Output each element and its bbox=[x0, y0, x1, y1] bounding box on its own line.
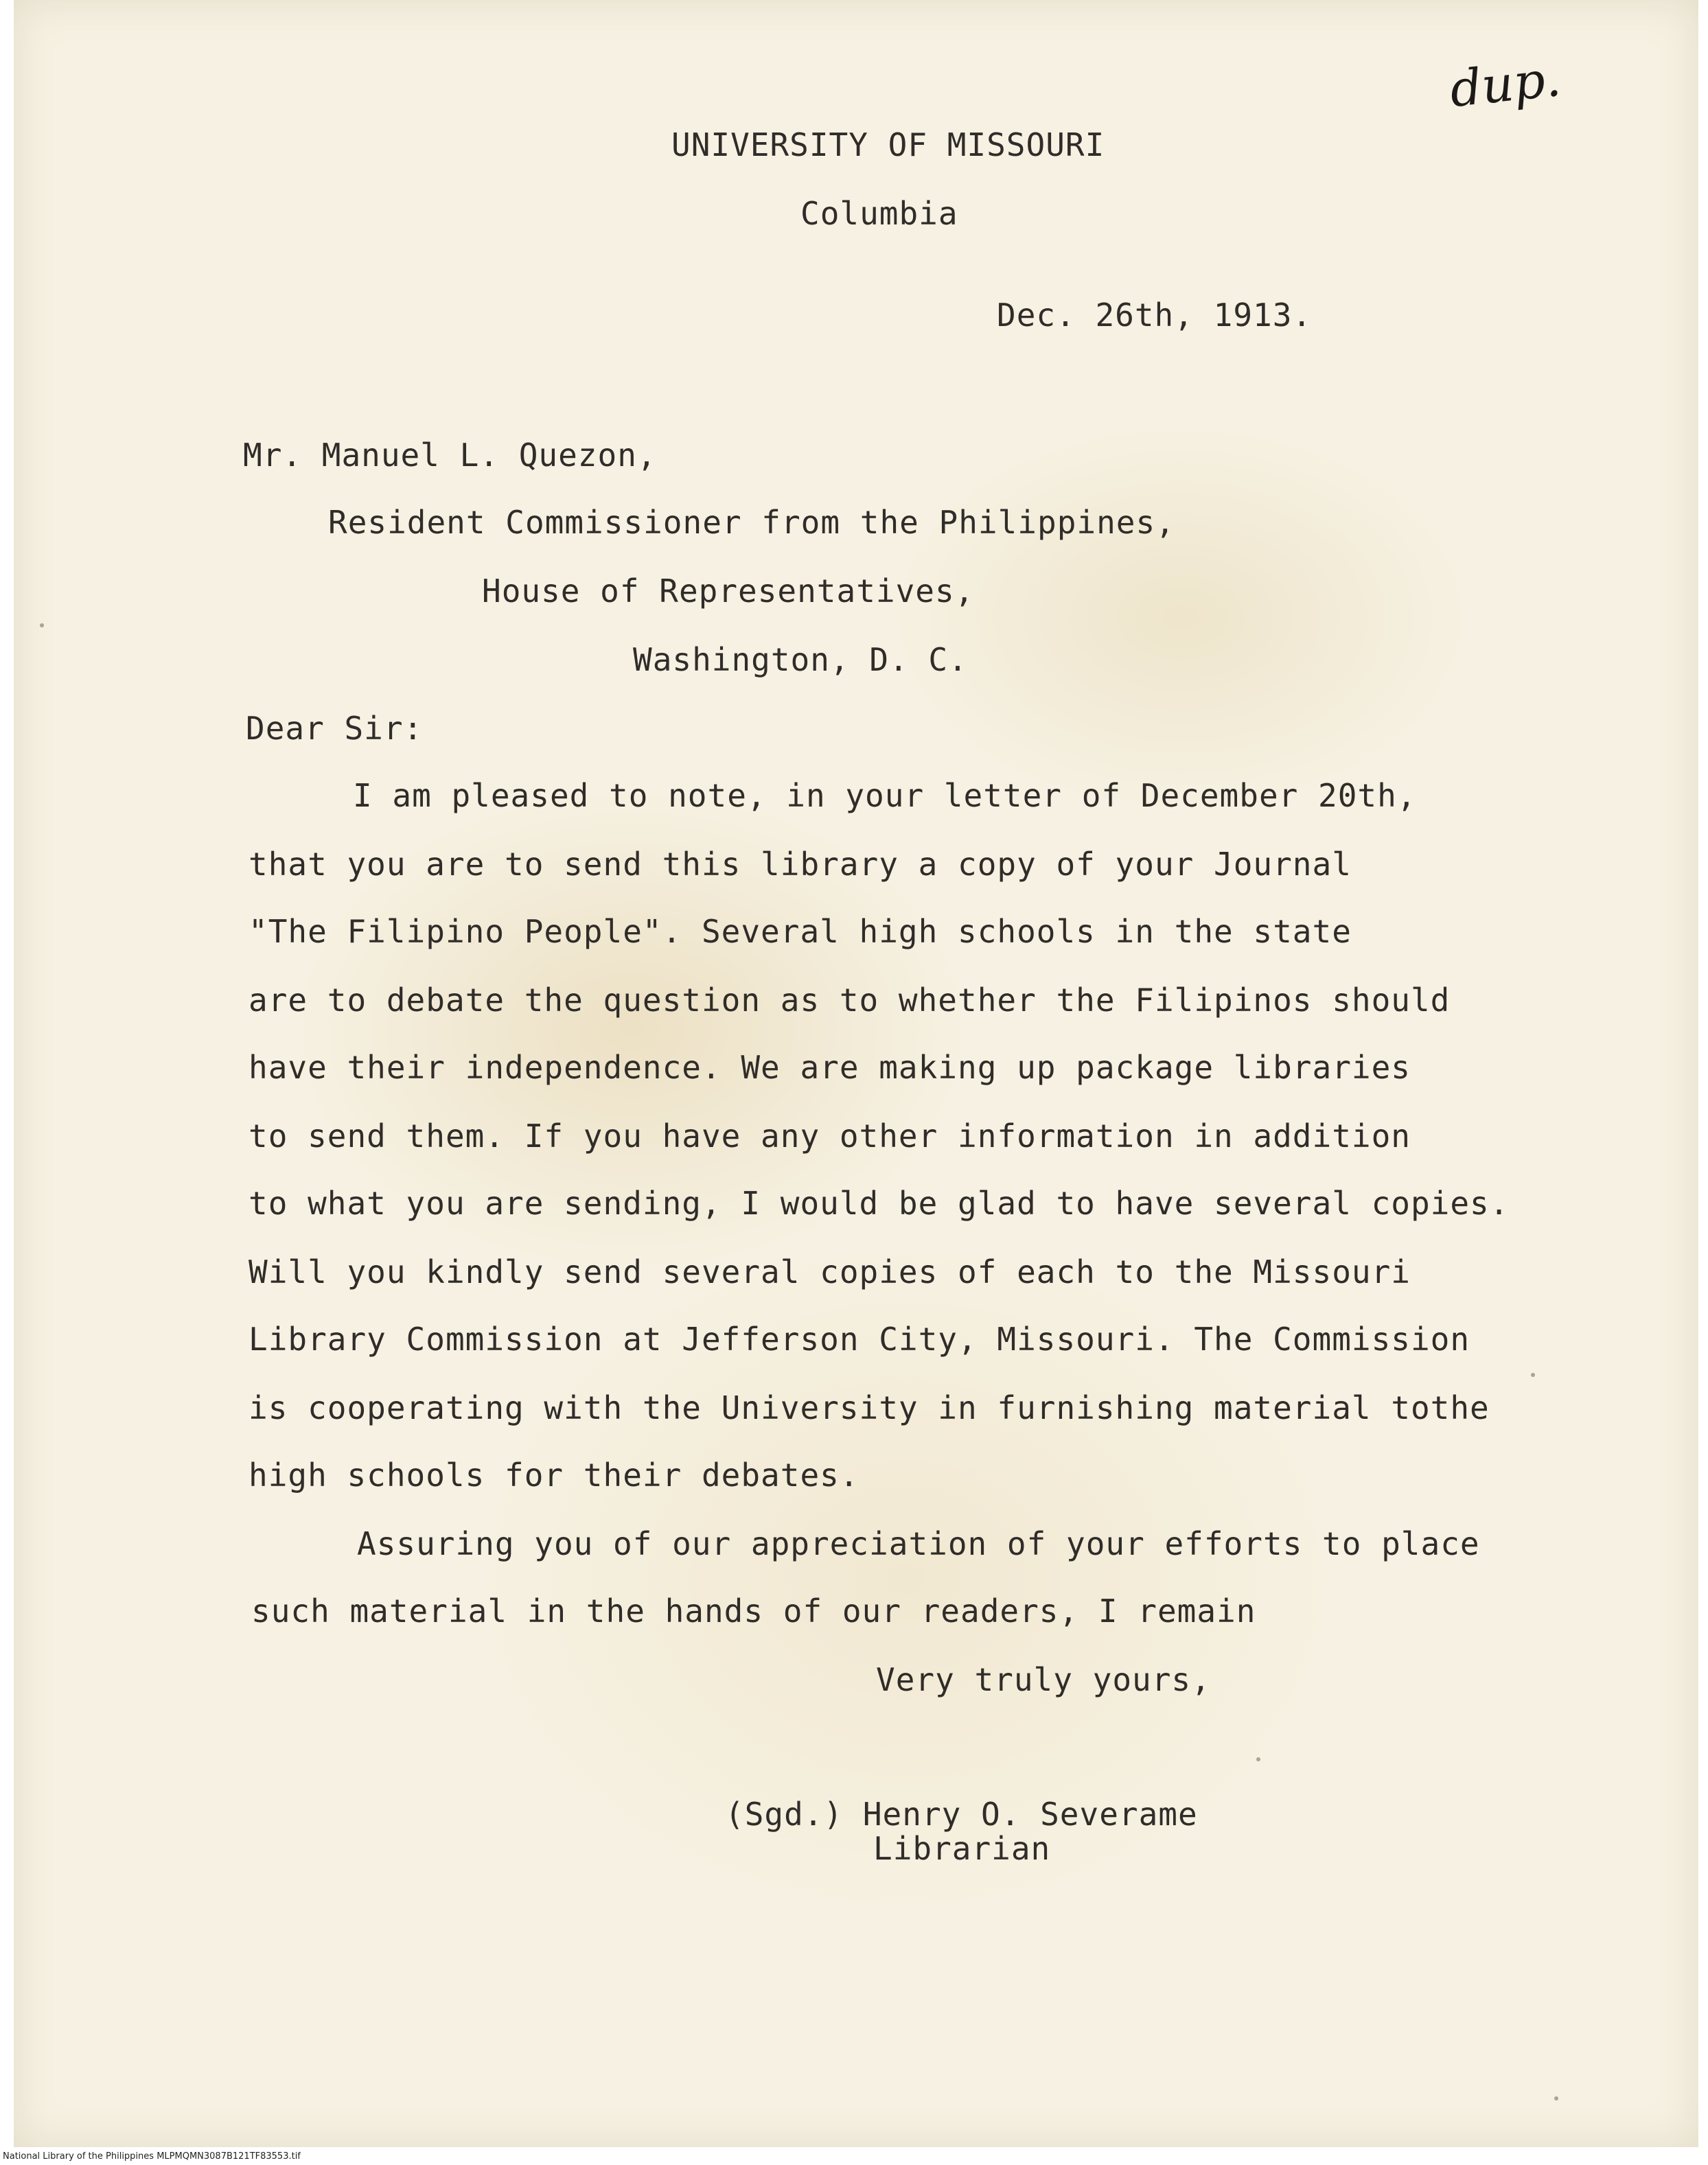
body-line: is cooperating with the University in furnishing material tothe bbox=[249, 1389, 1490, 1426]
body-line: to what you are sending, I would be glad to have several copies. bbox=[249, 1185, 1510, 1222]
body-line: that you are to send this library a copy of your Journal bbox=[249, 846, 1352, 883]
body-line: are to debate the question as to whether the Filipinos should bbox=[249, 982, 1451, 1019]
paper-speck bbox=[1554, 2096, 1558, 2100]
body-line: Assuring you of our appreciation of your efforts to place bbox=[357, 1525, 1480, 1562]
closing: Very truly yours, bbox=[876, 1661, 1211, 1698]
body-line: high schools for their debates. bbox=[249, 1457, 859, 1494]
body-line: Library Commission at Jefferson City, Missouri. The Commission bbox=[249, 1321, 1470, 1358]
body-line: Will you kindly send several copies of each to the Missouri bbox=[249, 1253, 1411, 1290]
body-line: to send them. If you have any other information in addition bbox=[249, 1118, 1411, 1155]
signature-line: (Sgd.) Henry O. Severame bbox=[725, 1796, 1198, 1833]
body-line: such material in the hands of our readers, I remain bbox=[251, 1593, 1256, 1630]
body-line: "The Filipino People". Several high schools in the state bbox=[249, 913, 1352, 950]
letter-page bbox=[14, 0, 1698, 2147]
letter-date: Dec. 26th, 1913. bbox=[997, 297, 1313, 334]
address-line: Resident Commissioner from the Philippines, bbox=[328, 504, 1175, 541]
paper-speck bbox=[40, 623, 44, 627]
address-line: Mr. Manuel L. Quezon, bbox=[243, 437, 657, 474]
address-line: House of Representatives, bbox=[482, 572, 975, 610]
paper-speck bbox=[1531, 1373, 1535, 1377]
paper-speck bbox=[1256, 1757, 1260, 1761]
body-line: I am pleased to note, in your letter of December 20th, bbox=[353, 777, 1417, 814]
footer-caption: National Library of the Philippines MLPMQMN3087B121TF83553.tif bbox=[3, 2151, 301, 2162]
salutation: Dear Sir: bbox=[246, 710, 424, 747]
handwritten-annotation: dup. bbox=[1447, 49, 1564, 119]
body-line: have their independence. We are making up package libraries bbox=[249, 1049, 1411, 1086]
letterhead-city: Columbia bbox=[800, 195, 958, 232]
signature-title: Librarian bbox=[873, 1830, 1051, 1867]
address-line: Washington, D. C. bbox=[633, 641, 968, 678]
letterhead-institution: UNIVERSITY OF MISSOURI bbox=[671, 126, 1105, 163]
